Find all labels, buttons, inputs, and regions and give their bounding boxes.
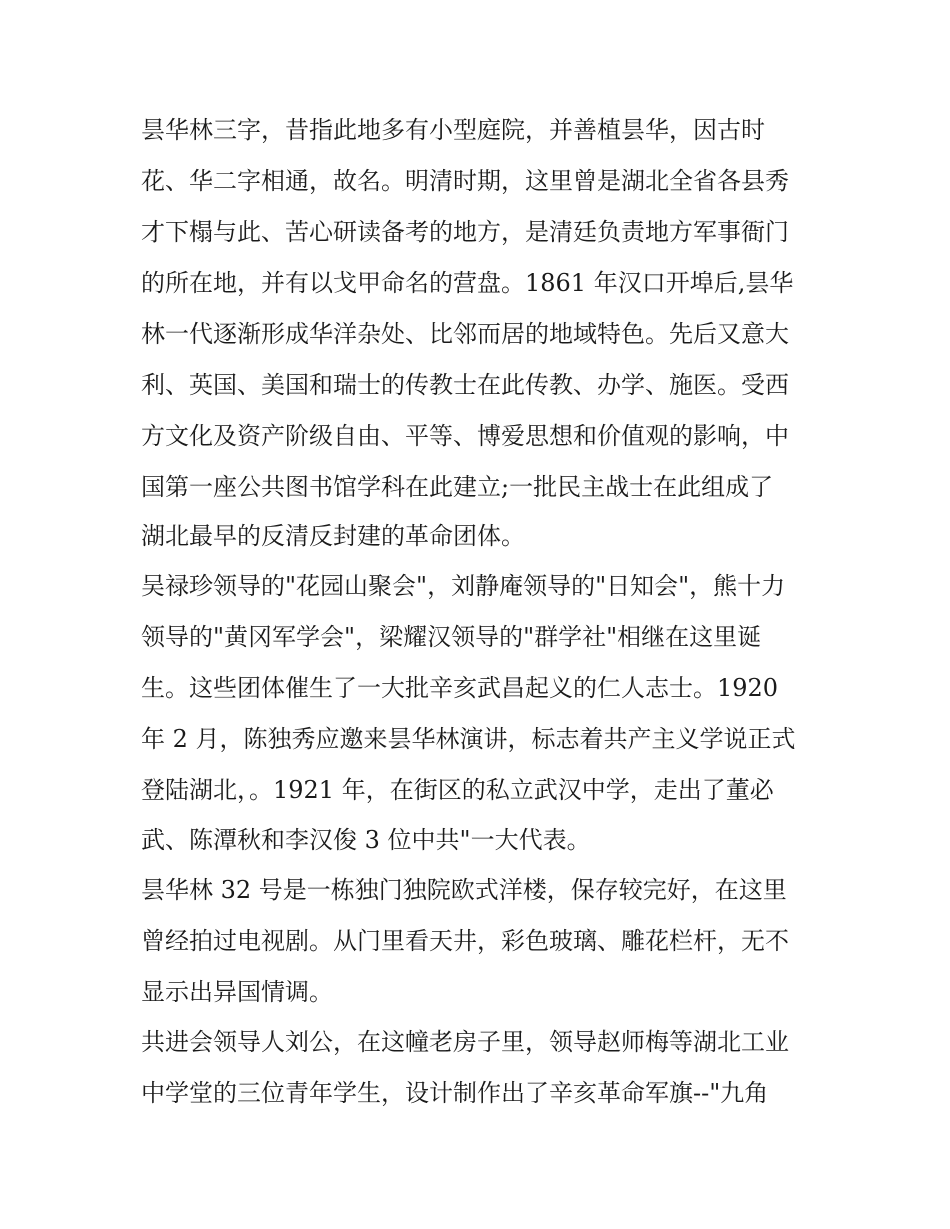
- text-line: 共进会领导人刘公，在这幢老房子里，领导赵师梅等湖北工业: [141, 1028, 789, 1056]
- text-line: 国第一座公共图书馆学科在此建立;一批民主战士在此组成了: [141, 473, 774, 501]
- text-line: 湖北最早的反清反封建的革命团体。: [141, 522, 525, 550]
- text-line: 领导的"黄冈军学会"，梁耀汉领导的"群学社"相继在这里诞: [141, 623, 762, 651]
- text-line: 才下榻与此、苦心研读备考的地方，是清廷负责地方军事衙门: [141, 218, 789, 246]
- text-line: 生。这些团体催生了一大批辛亥武昌起义的仁人志士。1920: [141, 674, 779, 702]
- text-line: 方文化及资产阶级自由、平等、博爱思想和价值观的影响，中: [141, 422, 789, 450]
- text-line: 昙华林 32 号是一栋独门独院欧式洋楼，保存较完好，在这里: [141, 876, 787, 904]
- text-line: 武、陈潭秋和李汉俊 3 位中共"一大代表。: [141, 826, 591, 854]
- text-line: 曾经拍过电视剧。从门里看天井，彩色玻璃、雕花栏杆，无不: [141, 927, 789, 955]
- text-line: 花、华二字相通，故名。明清时期，这里曾是湖北全省各县秀: [141, 167, 789, 195]
- text-line: 中学堂的三位青年学生，设计制作出了辛亥革命军旗--"九角: [141, 1079, 769, 1107]
- text-line: 吴禄珍领导的"花园山聚会"，刘静庵领导的"日知会"，熊十力: [141, 572, 786, 600]
- text-line: 年 2 月，陈独秀应邀来昙华林演讲，标志着共产主义学说正式: [141, 725, 796, 753]
- text-line: 显示出异国情调。: [141, 978, 333, 1006]
- text-line: 昙华林三字，昔指此地多有小型庭院，并善植昙华，因古时: [141, 116, 765, 144]
- text-line: 的所在地，并有以戈甲命名的营盘。1861 年汉口开埠后,昙华: [141, 269, 794, 297]
- text-line: 登陆湖北，。1921 年，在街区的私立武汉中学，走出了董必: [141, 776, 774, 804]
- text-line: 利、英国、美国和瑞士的传教士在此传教、办学、施医。受西: [141, 371, 789, 399]
- text-line: 林一代逐渐形成华洋杂处、比邻而居的地域特色。先后又意大: [141, 320, 789, 348]
